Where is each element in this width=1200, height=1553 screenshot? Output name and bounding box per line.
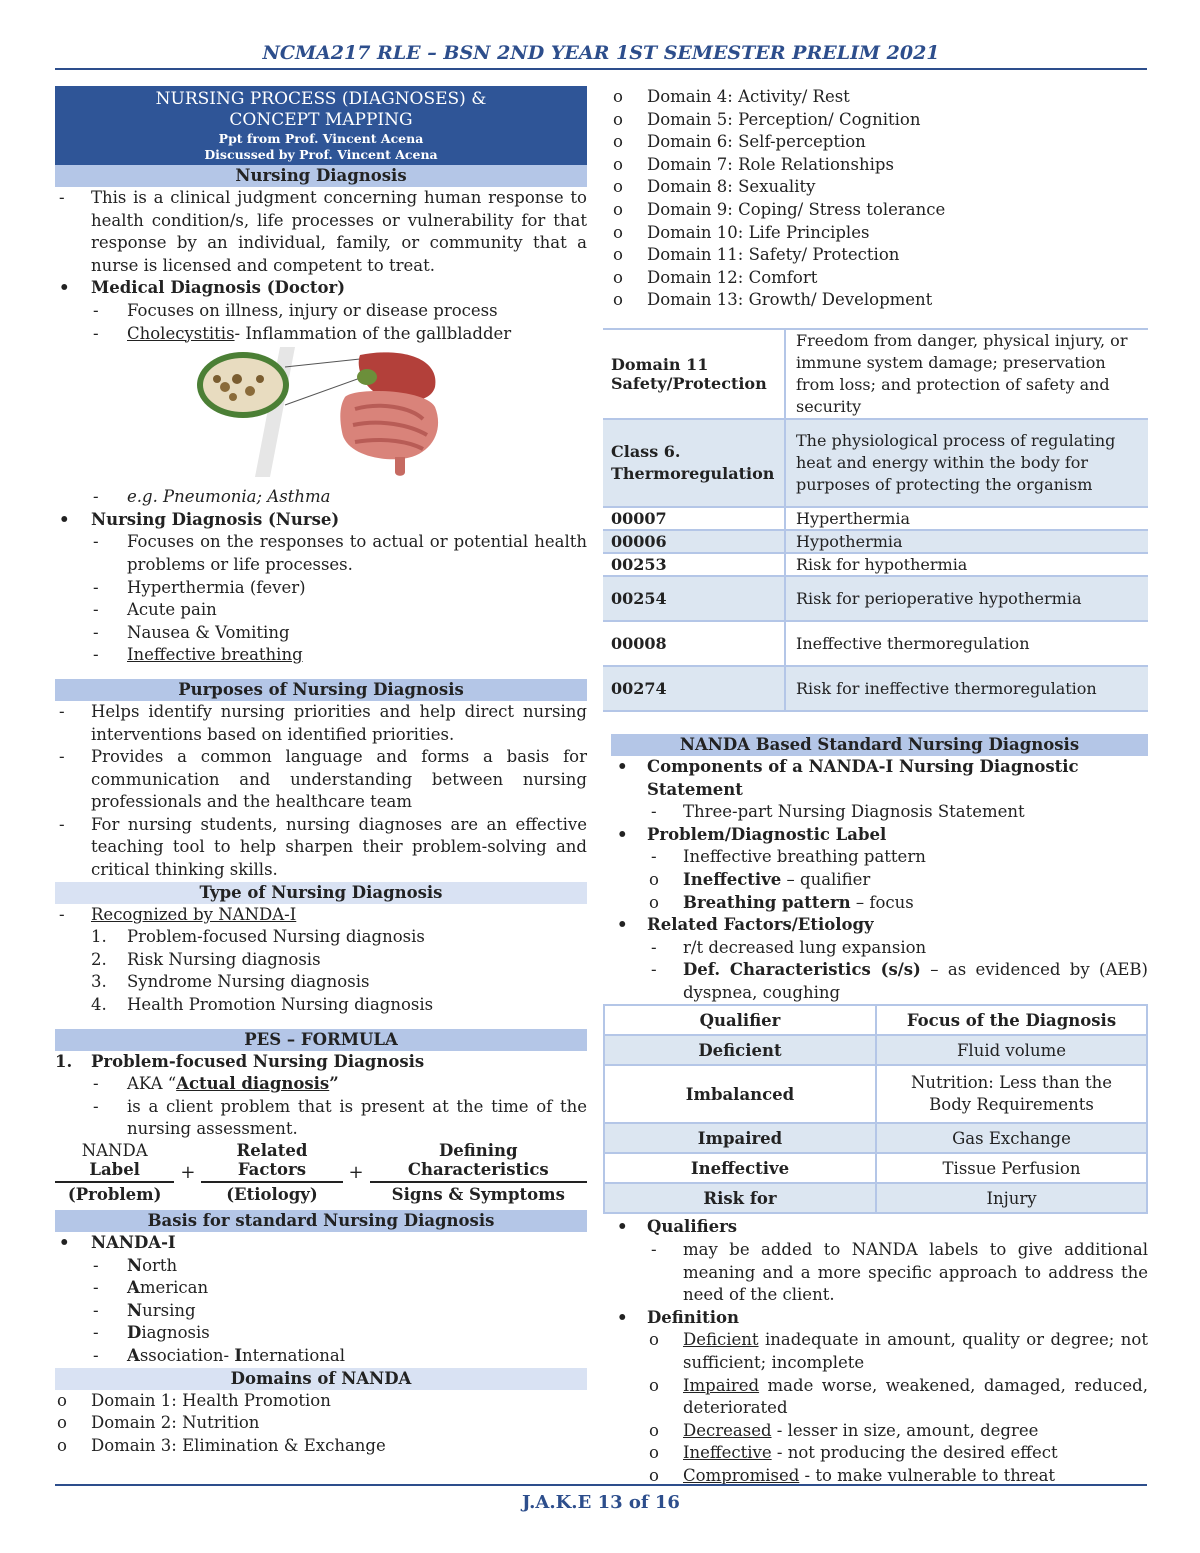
table-cell: 00006: [603, 530, 785, 553]
list-item: - Three-part Nursing Diagnosis Statement: [651, 802, 1025, 822]
gallbladder-illustration: [195, 347, 455, 477]
section-nursing-diagnosis: Nursing Diagnosis: [55, 165, 587, 187]
list-item: - Diagnosis: [93, 1323, 210, 1343]
formula-related: $\frac{\text{Related Factors}}{\text{(Etiology)}}$: [201, 1141, 342, 1204]
formula-plus: +: [180, 1162, 196, 1183]
title-discussed: Discussed by Prof. Vincent Acena: [204, 147, 438, 162]
table-cell: Risk for hypothermia: [785, 553, 1148, 576]
domain-table: [603, 328, 1148, 712]
list-item: o Domain 5: Perception/ Cognition: [613, 109, 921, 129]
list-item: - r/t decreased lung expansion: [651, 937, 927, 957]
table-cell: Deficient: [604, 1035, 876, 1065]
list-item: o Domain 4: Activity/ Rest: [613, 87, 850, 106]
list-item: - Ineffective breathing pattern: [651, 847, 926, 867]
list-item: - North: [93, 1255, 178, 1275]
table-row: [603, 553, 1148, 576]
table-row: [604, 1183, 1147, 1213]
list-item: o Domain 7: Role Relationships: [613, 154, 894, 174]
table-cell: Ineffective: [604, 1153, 876, 1183]
list-item: o Domain 2: Nutrition: [57, 1413, 260, 1433]
section-purposes: Purposes of Nursing Diagnosis: [55, 679, 587, 701]
table-cell: Imbalanced: [604, 1065, 876, 1123]
list-item: 1. Problem-focused Nursing diagnosis: [91, 927, 425, 947]
table-cell: Risk for ineffective thermoregulation: [785, 666, 1148, 711]
list-item: o Domain 12: Comfort: [613, 267, 818, 287]
list-item: - Focuses on illness, injury or disease process: [93, 300, 498, 320]
list-item: - Acute pain: [93, 600, 217, 620]
table-row: [604, 1123, 1147, 1153]
table-cell: 00253: [603, 553, 785, 576]
title-source: Ppt from Prof. Vincent Acena: [218, 131, 424, 146]
list-item: - Cholecystitis- Inflammation of the gallbladder: [93, 323, 512, 343]
table-row: [603, 419, 1148, 507]
table-cell: 00008: [603, 621, 785, 666]
table-cell: Tissue Perfusion: [876, 1153, 1147, 1183]
list-item: o Decreased - lesser in size, amount, degree: [649, 1420, 1039, 1440]
list-item: o Domain 11: Safety/ Protection: [613, 245, 900, 265]
list-item: • Nursing Diagnosis (Nurse): [59, 509, 340, 529]
table-cell: Risk for: [604, 1183, 876, 1213]
qualifier-table: [603, 1004, 1148, 1214]
list-item: • Problem/Diagnostic Label: [617, 824, 887, 844]
table-row: [603, 621, 1148, 666]
list-item: o Breathing pattern – focus: [649, 892, 914, 912]
list-item: - Nursing: [93, 1300, 196, 1320]
list-item: o Ineffective - not producing the desired effect: [649, 1443, 1058, 1463]
table-cell: Hypothermia: [785, 530, 1148, 553]
table-cell: Ineffective thermoregulation: [785, 621, 1148, 666]
list-item: • Components of a NANDA-I Nursing Diagnostic Statement: [617, 756, 1079, 799]
list-item: 2. Risk Nursing diagnosis: [91, 949, 321, 969]
right-column: [603, 86, 1148, 1488]
table-cell: Nutrition: Less than the Body Requirements: [876, 1065, 1147, 1123]
list-item: o Domain 10: Life Principles: [613, 222, 870, 242]
list-item: • Qualifiers: [617, 1217, 738, 1237]
list-item: • Medical Diagnosis (Doctor): [59, 278, 346, 298]
list-item: - Ineffective breathing: [93, 645, 303, 665]
list-item: - Association- International: [93, 1345, 346, 1365]
section-basis: Basis for standard Nursing Diagnosis: [55, 1210, 587, 1232]
list-item: - For nursing students, nursing diagnoses are an effective teaching tool to help sharpen their problem-solving and critical thinking skills.: [59, 814, 587, 880]
list-item: o Domain 1: Health Promotion: [57, 1390, 331, 1410]
list-item: o Domain 3: Elimination & Exchange: [57, 1435, 386, 1455]
table-cell: The physiological process of regulating heat and energy within the body for purposes of protecting the organism: [785, 419, 1148, 507]
page-footer: J.A.K.E 13 of 16: [522, 1492, 680, 1513]
page-header: NCMA217 RLE – BSN 2ND YEAR 1ST SEMESTER PRELIM 2021: [262, 42, 940, 64]
list-item: • Related Factors/Etiology: [617, 915, 874, 935]
list-item: 3. Syndrome Nursing diagnosis: [91, 972, 370, 992]
table-row: [603, 530, 1148, 553]
table-cell: Risk for perioperative hypothermia: [785, 576, 1148, 621]
list-item: - e.g. Pneumonia; Asthma: [93, 487, 331, 507]
table-row: [604, 1005, 1147, 1035]
list-item: o Domain 8: Sexuality: [613, 177, 816, 197]
list-item: • Definition: [617, 1307, 739, 1327]
table-row: [603, 576, 1148, 621]
list-item: - Def. Characteristics (s/s) – as evidenced by (AEB) dyspnea, coughing: [651, 960, 1148, 1002]
table-cell: Gas Exchange: [876, 1123, 1147, 1153]
list-item: - is a client problem that is present at the time of the nursing assessment.: [93, 1096, 587, 1139]
formula-plus: +: [348, 1162, 364, 1183]
list-item: o Impaired made worse, weakened, damaged, reduced, deteriorated: [649, 1375, 1148, 1418]
list-item: • NANDA-I: [59, 1233, 176, 1252]
table-cell: Class 6. Thermoregulation: [603, 419, 785, 507]
section-nanda-standard: NANDA Based Standard Nursing Diagnosis: [611, 734, 1148, 756]
list-item: - Helps identify nursing priorities and help direct nursing interventions based on identified priorities.: [59, 701, 587, 744]
table-header: Qualifier: [604, 1005, 876, 1035]
table-row: [604, 1065, 1147, 1123]
section-domains: Domains of NANDA: [55, 1368, 587, 1390]
table-cell: Freedom from danger, physical injury, or immune system damage; preservation from loss; and protection of safety and security: [785, 329, 1148, 419]
list-item: o Domain 6: Self-perception: [613, 132, 866, 152]
section-types: Type of Nursing Diagnosis: [55, 882, 587, 904]
list-item: - Focuses on the responses to actual or potential health problems or life processes.: [93, 532, 587, 574]
title-line-1: NURSING PROCESS (DIAGNOSES) &: [155, 89, 487, 109]
table-cell: Fluid volume: [876, 1035, 1147, 1065]
list-item: - Nausea & Vomiting: [93, 622, 290, 642]
list-item: 4. Health Promotion Nursing diagnosis: [91, 995, 434, 1015]
pes-formula: [55, 1141, 587, 1204]
table-cell: 00254: [603, 576, 785, 621]
table-cell: Impaired: [604, 1123, 876, 1153]
table-row: [603, 666, 1148, 711]
header-divider: [55, 68, 1147, 70]
left-column: [55, 86, 587, 1457]
table-row: [604, 1153, 1147, 1183]
list-item: - AKA “Actual diagnosis”: [93, 1074, 339, 1094]
list-item: - Hyperthermia (fever): [93, 577, 306, 597]
section-pes: PES – FORMULA: [55, 1029, 587, 1051]
title-box: [55, 86, 587, 165]
list-item: - American: [93, 1278, 209, 1298]
table-cell: Hyperthermia: [785, 507, 1148, 530]
title-line-2: CONCEPT MAPPING: [229, 110, 413, 130]
table-header: Focus of the Diagnosis: [876, 1005, 1147, 1035]
formula-nanda: $\frac{\text{NANDA Label}}{\text{(Problem)}}$: [55, 1141, 174, 1204]
list-item: 1. Problem-focused Nursing Diagnosis: [55, 1051, 425, 1071]
table-cell: Domain 11 Safety/Protection: [603, 329, 785, 419]
table-cell: 00274: [603, 666, 785, 711]
list-item: - Provides a common language and forms a basis for communication and understanding between nursing professionals and the healthcare team: [59, 747, 587, 812]
list-item: o Domain 9: Coping/ Stress tolerance: [613, 199, 946, 219]
list-item: o Compromised - to make vulnerable to threat: [649, 1466, 1056, 1485]
list-item: o Ineffective – qualifier: [649, 869, 871, 889]
table-row: [603, 329, 1148, 419]
table-cell: 00007: [603, 507, 785, 530]
table-cell: Injury: [876, 1183, 1147, 1213]
table-row: [604, 1035, 1147, 1065]
list-item: - may be added to NANDA labels to give additional meaning and a more specific approach to address the need of the client.: [651, 1240, 1148, 1305]
list-item: - This is a clinical judgment concerning human response to health condition/s, life processes or vulnerability for that response by an individual, family, or community that a nurse is licensed and competent to treat.: [59, 188, 587, 275]
formula-defining: $\frac{\text{Defining Characteristics}}{\text{Signs \& Symptoms}}$: [370, 1141, 587, 1204]
footer-divider: [55, 1484, 1147, 1486]
list-item: o Deficient inadequate in amount, quality or degree; not sufficient; incomplete: [649, 1330, 1148, 1373]
list-item: - Recognized by NANDA-I: [59, 904, 297, 924]
list-item: o Domain 13: Growth/ Development: [613, 290, 933, 310]
table-row: [603, 507, 1148, 530]
